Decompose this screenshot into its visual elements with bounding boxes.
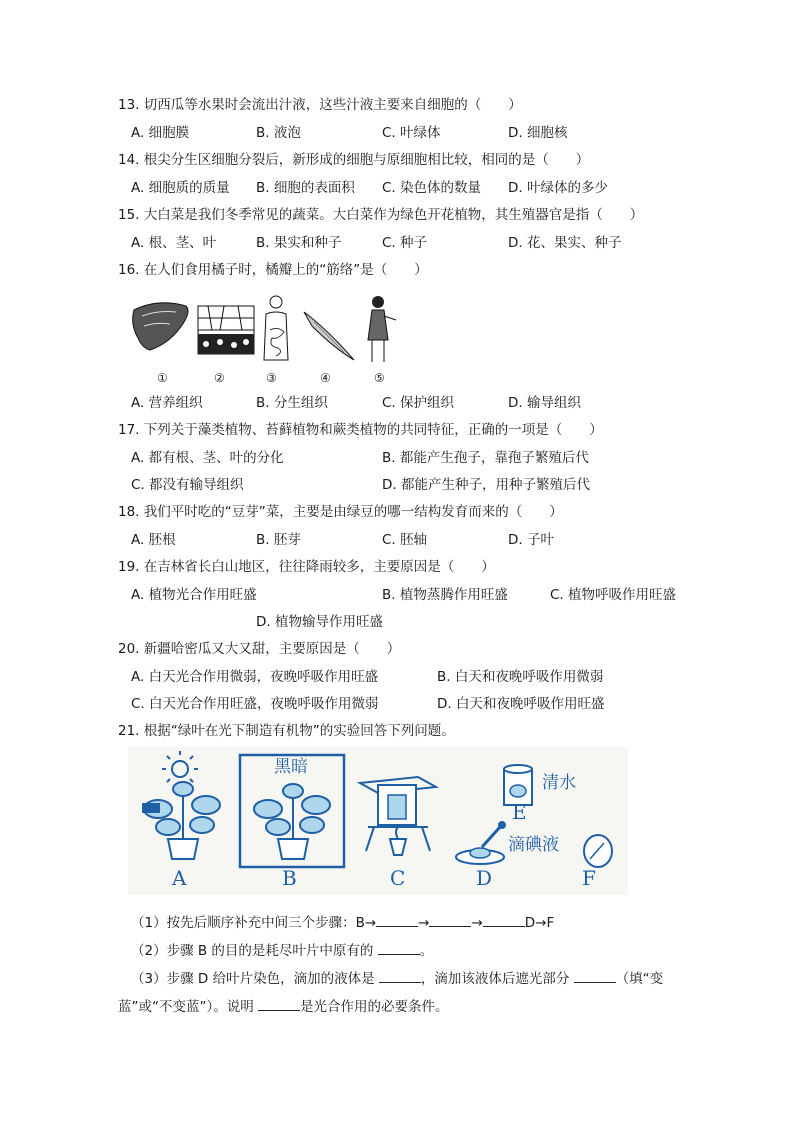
liver-illustration bbox=[133, 303, 188, 350]
q16-label-5: ⑤ bbox=[374, 371, 385, 385]
q16-label-3: ③ bbox=[266, 371, 277, 385]
cell-tissue-illustration bbox=[198, 306, 254, 354]
answer-blank[interactable] bbox=[258, 996, 300, 1011]
answer-blank[interactable] bbox=[429, 912, 471, 927]
q16-option-c: C. 保护组织 bbox=[382, 395, 455, 411]
q13-option-d: D. 细胞核 bbox=[508, 125, 568, 141]
q19-option-a: A. 植物光合作用旺盛 bbox=[131, 587, 257, 603]
q17-stem: 17. 下列关于藻类植物、苔藓植物和蕨类植物的共同特征，正确的一项是（ ） bbox=[118, 422, 603, 438]
q18-stem: 18. 我们平时吃的“豆芽”菜，主要是由绿豆的哪一结构发育而来的（ ） bbox=[118, 504, 563, 520]
q14-option-d: D. 叶绿体的多少 bbox=[508, 180, 608, 196]
step-label-b: B bbox=[282, 866, 297, 890]
q19-option-c: C. 植物呼吸作用旺盛 bbox=[550, 587, 677, 603]
q16-option-a: A. 营养组织 bbox=[131, 395, 203, 411]
q15-stem: 15. 大白菜是我们冬季常见的蔬菜。大白菜作为绿色开花植物，其生殖器官是指（ ） bbox=[118, 207, 644, 223]
q21-sub3-part-1: （3）步骤 D 给叶片染色，滴加的液体是 bbox=[131, 971, 379, 987]
q15-option-b: B. 果实和种子 bbox=[256, 235, 342, 251]
step-label-e: E bbox=[512, 800, 527, 824]
q20-option-c: C. 白天光合作用旺盛，夜晚呼吸作用微弱 bbox=[131, 696, 379, 712]
q20-option-b: B. 白天和夜晚呼吸作用微弱 bbox=[437, 669, 604, 685]
q21-sub1-suffix: D→F bbox=[524, 915, 555, 931]
q21-sub2 bbox=[131, 940, 433, 960]
q16-label-1: ① bbox=[157, 371, 168, 385]
q21-sub2-suffix: 。 bbox=[419, 943, 434, 959]
q15-option-d: D. 花、果实、种子 bbox=[508, 235, 622, 251]
step-e-beaker-illustration bbox=[504, 765, 532, 805]
q13-option-c: C. 叶绿体 bbox=[382, 125, 441, 141]
q18-option-c: C. 胚轴 bbox=[382, 532, 428, 548]
q16-stem: 16. 在人们食用橘子时，橘瓣上的“筋络”是（ ） bbox=[118, 262, 428, 278]
q17-option-a: A. 都有根、茎、叶的分化 bbox=[131, 450, 284, 466]
q15-option-c: C. 种子 bbox=[382, 235, 428, 251]
step-label-a: A bbox=[172, 866, 187, 890]
step-label-d: D bbox=[476, 866, 493, 890]
person-illustration bbox=[368, 296, 396, 362]
q21-sub3-part-2: ，滴加该液体后遮光部分 bbox=[420, 971, 574, 987]
answer-blank[interactable] bbox=[378, 940, 420, 955]
q16-option-d: D. 输导组织 bbox=[508, 395, 581, 411]
iodine-label: 滴碘液 bbox=[508, 835, 559, 855]
q21-sub3-part-4: 蓝”或“不变蓝”）。说明 bbox=[118, 999, 259, 1015]
q13-option-b: B. 液泡 bbox=[256, 125, 301, 141]
q19-option-b: B. 植物蒸腾作用旺盛 bbox=[382, 587, 508, 603]
q17-option-b: B. 都能产生孢子，靠孢子繁殖后代 bbox=[382, 450, 589, 466]
q21-sub1-prefix: （1）按先后顺序补充中间三个步骤：B→ bbox=[131, 915, 377, 931]
digestive-system-illustration bbox=[264, 296, 288, 360]
q19-stem: 19. 在吉林省长白山地区，往往降雨较多，主要原因是（ ） bbox=[118, 559, 495, 575]
q18-option-b: B. 胚芽 bbox=[256, 532, 301, 548]
q18-option-d: D. 子叶 bbox=[508, 532, 554, 548]
q13-stem: 13. 切西瓜等水果时会流出汁液，这些汁液主要来自细胞的（ ） bbox=[118, 97, 522, 113]
q15-option-a: A. 根、茎、叶 bbox=[131, 235, 217, 251]
q21-stem: 21. 根据“绿叶在光下制造有机物”的实验回答下列问题。 bbox=[118, 723, 455, 739]
dark-label: 黑暗 bbox=[274, 757, 308, 777]
q21-sub2-prefix: （2）步骤 B 的目的是耗尽叶片中原有的 bbox=[131, 943, 378, 959]
q18-option-a: A. 胚根 bbox=[131, 532, 176, 548]
q21-sub1-arrow-1: → bbox=[418, 915, 430, 931]
step-label-f: F bbox=[582, 866, 596, 890]
answer-blank[interactable] bbox=[379, 968, 421, 983]
q16-figure bbox=[128, 290, 398, 386]
q16-option-b: B. 分生组织 bbox=[256, 395, 328, 411]
q16-label-4: ④ bbox=[320, 371, 331, 385]
q21-sub3-part-3: （填“变 bbox=[615, 971, 664, 987]
q17-option-d: D. 都能产生种子，用种子繁殖后代 bbox=[382, 477, 590, 493]
q14-option-c: C. 染色体的数量 bbox=[382, 180, 482, 196]
q20-option-a: A. 白天光合作用微弱，夜晚呼吸作用旺盛 bbox=[131, 669, 379, 685]
q20-stem: 20. 新疆哈密瓜又大又甜，主要原因是（ ） bbox=[118, 641, 401, 657]
q14-option-b: B. 细胞的表面积 bbox=[256, 180, 355, 196]
q19-option-d: D. 植物输导作用旺盛 bbox=[256, 614, 383, 630]
q21-sub1-arrow-2: → bbox=[471, 915, 483, 931]
step-f-leaf-illustration bbox=[584, 835, 612, 867]
muscle-fiber-illustration bbox=[304, 312, 354, 360]
water-label: 清水 bbox=[542, 773, 576, 793]
q21-sub3-part-5: 是光合作用的必要条件。 bbox=[300, 999, 449, 1015]
q21-sub3-continued bbox=[118, 996, 449, 1016]
step-label-c: C bbox=[390, 866, 406, 890]
q20-option-d: D. 白天和夜晚呼吸作用旺盛 bbox=[437, 696, 605, 712]
answer-blank[interactable] bbox=[376, 912, 418, 927]
q14-stem: 14. 根尖分生区细胞分裂后，新形成的细胞与原细胞相比较，相同的是（ ） bbox=[118, 152, 590, 168]
q17-option-c: C. 都没有输导组织 bbox=[131, 477, 244, 493]
q16-label-2: ② bbox=[214, 371, 225, 385]
answer-blank[interactable] bbox=[483, 912, 525, 927]
q21-sub3 bbox=[131, 968, 663, 988]
answer-blank[interactable] bbox=[574, 968, 616, 983]
q14-option-a: A. 细胞质的质量 bbox=[131, 180, 230, 196]
q21-sub1 bbox=[131, 912, 554, 932]
q13-option-a: A. 细胞膜 bbox=[131, 125, 190, 141]
